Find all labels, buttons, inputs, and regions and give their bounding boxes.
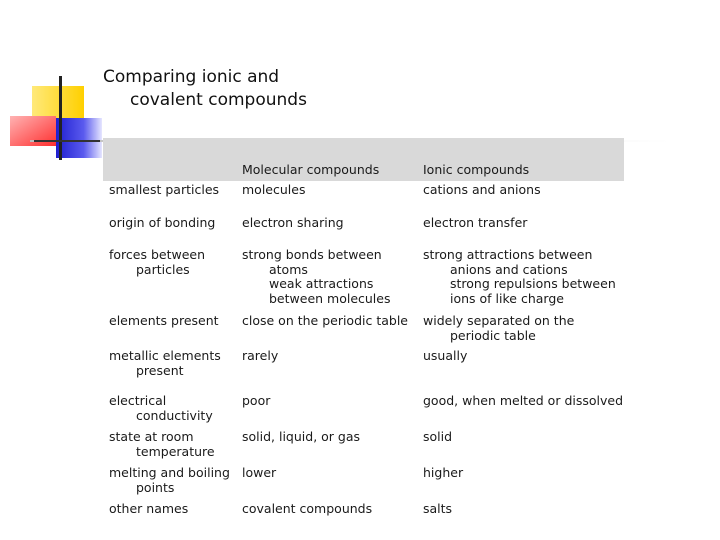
- ionic-value-line: strong attractions between: [423, 247, 593, 262]
- molecular-value: [242, 394, 412, 409]
- slide-title-line-1: Comparing ionic and: [103, 67, 280, 87]
- row-label-line: metallic elements: [109, 348, 221, 363]
- vertical-rule: [59, 76, 62, 160]
- row-label-line: electrical: [109, 393, 167, 408]
- ionic-value-line: cations and anions: [423, 182, 541, 197]
- ionic-value: [423, 216, 633, 231]
- row-label-line: elements present: [109, 313, 219, 328]
- ionic-value-line: salts: [423, 501, 453, 516]
- molecular-value-line: covalent compounds: [242, 501, 373, 516]
- molecular-value-line: electron sharing: [242, 215, 344, 230]
- molecular-value: [242, 183, 412, 198]
- ionic-value: [423, 430, 633, 445]
- row-label: [109, 248, 234, 277]
- molecular-value-line: weak attractions: [269, 276, 374, 291]
- row-label: [109, 216, 234, 231]
- row-label: [109, 466, 234, 495]
- molecular-value-line: close on the periodic table: [242, 313, 408, 328]
- row-label-line: particles: [136, 261, 190, 277]
- slide-title: [103, 66, 463, 112]
- ionic-value-line: periodic table: [450, 327, 536, 343]
- ionic-value-line: good, when melted or dissolved: [423, 393, 624, 408]
- row-label-line: melting and boiling: [109, 465, 230, 480]
- row-label-line: origin of bonding: [109, 215, 216, 230]
- molecular-value-line: atoms: [269, 261, 308, 277]
- row-label: [109, 349, 234, 378]
- row-label: [109, 430, 234, 459]
- ionic-value-line: anions and cations: [450, 261, 568, 277]
- row-label: [109, 394, 234, 423]
- ionic-value-line: higher: [423, 465, 464, 480]
- molecular-value-line: lower: [242, 465, 277, 480]
- table-header: [103, 138, 624, 181]
- blue-square: [56, 118, 102, 158]
- ionic-value: [423, 248, 633, 306]
- molecular-value: [242, 466, 412, 481]
- molecular-value-line: solid, liquid, or gas: [242, 429, 361, 444]
- ionic-value-line: widely separated on the: [423, 313, 575, 328]
- ionic-value-line: solid: [423, 429, 453, 444]
- molecular-value-line: between molecules: [269, 290, 391, 306]
- molecular-value-line: strong bonds between: [242, 247, 382, 262]
- row-label-line: conductivity: [136, 407, 213, 423]
- slide-title-line-2: covalent compounds: [130, 90, 307, 110]
- molecular-value: [242, 430, 412, 445]
- row-label-line: forces between: [109, 247, 206, 262]
- header-ionic-compounds: Ionic compounds: [423, 162, 530, 177]
- ionic-value: [423, 314, 633, 343]
- ionic-value: [423, 502, 633, 517]
- ionic-value-line: ions of like charge: [450, 290, 564, 306]
- ionic-value: [423, 466, 633, 481]
- molecular-value: [242, 314, 412, 329]
- row-label-line: points: [136, 479, 175, 495]
- ionic-value: [423, 349, 633, 364]
- ionic-value-line: strong repulsions between: [450, 276, 616, 291]
- molecular-value: [242, 502, 412, 517]
- row-label-line: smallest particles: [109, 182, 220, 197]
- row-label: [109, 314, 234, 329]
- ionic-value: [423, 183, 633, 198]
- row-label: [109, 502, 234, 517]
- molecular-value: [242, 349, 412, 364]
- ionic-value-line: electron transfer: [423, 215, 528, 230]
- molecular-value-line: molecules: [242, 182, 306, 197]
- row-label-line: state at room: [109, 429, 194, 444]
- molecular-value-line: rarely: [242, 348, 279, 363]
- horizontal-rule-dark: [34, 140, 100, 142]
- ionic-value-line: usually: [423, 348, 468, 363]
- molecular-value-line: poor: [242, 393, 271, 408]
- row-label: [109, 183, 234, 198]
- row-label-line: other names: [109, 501, 189, 516]
- row-label-line: temperature: [136, 443, 215, 459]
- header-molecular-compounds: Molecular compounds: [242, 162, 380, 177]
- ionic-value: [423, 394, 633, 409]
- molecular-value: [242, 216, 412, 231]
- row-label-line: present: [136, 362, 184, 378]
- molecular-value: [242, 248, 412, 306]
